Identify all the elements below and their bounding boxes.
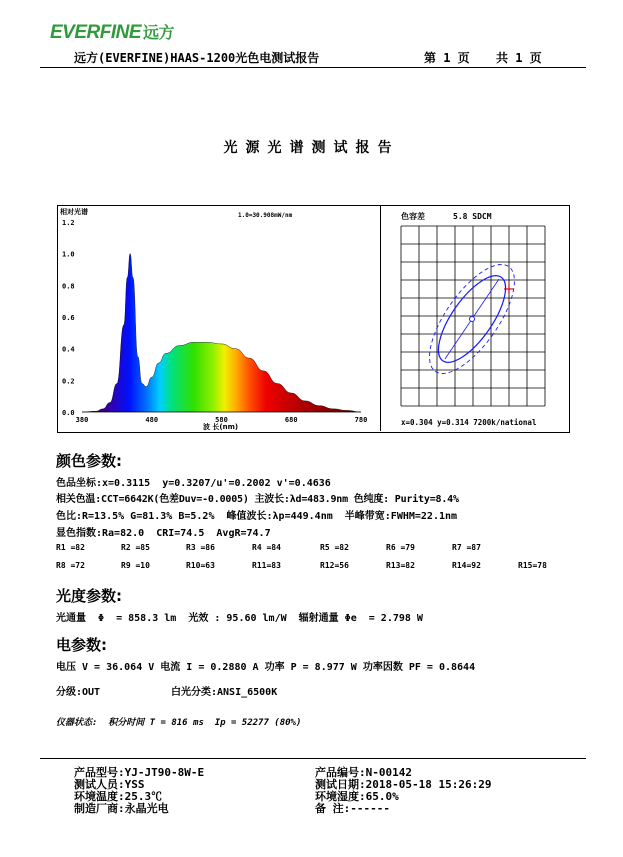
tolerance-label: 色容差 <box>401 212 425 221</box>
y-tick-label: 0.2 <box>62 377 75 386</box>
y-tick-label: 1.0 <box>62 250 75 259</box>
footer-right <box>315 767 491 815</box>
cct-line: 相关色温:CCT=6642K(色差Duv=-0.0005) 主波长:λd=483.9nm 色纯度: Purity=8.4% <box>56 494 459 505</box>
photometric-heading: 光度参数: <box>56 587 122 605</box>
r-value-8: R8 =72 <box>56 561 85 570</box>
color-coords-line: 色品坐标:x=0.3115 y=0.3207/u'=0.2002 v'=0.4636 <box>56 478 331 489</box>
y-tick-label: 0.0 <box>62 409 75 417</box>
tolerance-footer: x=0.304 y=0.314 7200k/national <box>401 418 537 427</box>
white-class-label: 白光分类:ANSI_6500K <box>171 687 278 698</box>
r-values-row-2 <box>56 561 576 573</box>
r-value-12: R12=56 <box>320 561 349 570</box>
y-tick-label: 1.2 <box>62 219 75 227</box>
electrical-line: 电压 V = 36.064 V 电流 I = 0.2880 A 功率 P = 8.977 W 功率因数 PF = 0.8644 <box>56 662 476 673</box>
tester: 测试人员:YSS <box>74 778 145 791</box>
y-tick-label: 0.8 <box>62 282 75 291</box>
r-values-row-1 <box>56 543 576 555</box>
y-tick-label: 0.4 <box>62 345 75 354</box>
footer-left <box>74 767 204 815</box>
electrical-heading: 电参数: <box>56 636 107 654</box>
r-value-9: R9 =10 <box>121 561 150 570</box>
r-value-6: R6 =79 <box>386 543 415 552</box>
r-value-3: R3 =86 <box>186 543 215 552</box>
cri-line: 显色指数:Ra=82.0 CRI=74.5 AvgR=74.7 <box>56 528 271 539</box>
ambient-temp: 环境温度:25.3℃ <box>74 790 163 803</box>
r-value-1: R1 =82 <box>56 543 85 552</box>
y-tick-label: 0.6 <box>62 314 75 322</box>
instrument-status: 仪器状态: 积分时间 T = 816 ms Ip = 52277 (80%) <box>56 718 302 728</box>
page-total: 共 1 页 <box>496 51 542 65</box>
remarks: 备 注:------ <box>315 802 390 815</box>
tolerance-grid <box>401 226 545 406</box>
ambient-humidity: 环境湿度:65.0% <box>315 790 399 803</box>
r-value-10: R10=63 <box>186 561 215 570</box>
r-value-13: R13=82 <box>386 561 415 570</box>
report-header-title: 远方(EVERFINE)HAAS-1200光色电测试报告 <box>74 51 320 65</box>
r-value-14: R14=92 <box>452 561 481 570</box>
product-number: 产品编号:N-00142 <box>315 766 412 779</box>
x-tick-label: 780 <box>354 416 368 424</box>
color-tolerance-chart <box>381 206 568 431</box>
grade-label: 分级:OUT <box>56 687 101 698</box>
logo-brand: EVERFINE <box>50 22 142 43</box>
photometric-line: 光通量 Φ = 858.3 lm 光效 : 95.60 lm/W 辐射通量 Φe = 2.798 W <box>56 613 423 624</box>
x-tick-label: 380 <box>75 416 89 424</box>
tolerance-center-point <box>470 317 475 322</box>
logo-chinese: 远方 <box>143 25 175 42</box>
spectrum-ylabel: 相对光谱 <box>60 208 88 216</box>
r-value-4: R4 =84 <box>252 543 281 552</box>
test-date: 测试日期:2018-05-18 15:26:29 <box>315 778 492 791</box>
x-tick-label: 580 <box>215 416 228 424</box>
spectrum-peak-note: 1.0=30.908mW/nm <box>238 212 293 219</box>
color-params-heading: 颜色参数: <box>56 452 122 470</box>
spectrum-chart <box>58 206 380 431</box>
tolerance-value: 5.8 SDCM <box>453 212 492 221</box>
r-value-5: R5 =82 <box>320 543 349 552</box>
header-rule <box>40 67 586 68</box>
page-title: 光源光谱测试报告 <box>223 140 400 156</box>
r-value-15: R15=78 <box>518 561 547 570</box>
page-number: 第 1 页 <box>424 51 470 65</box>
spectrum-y-tick-labels <box>62 219 75 417</box>
color-ratio-line: 色比:R=13.5% G=81.3% B=5.2% 峰值波长:λp=449.4nm 半峰带宽:FWHM=22.1nm <box>56 511 458 522</box>
r-value-11: R11=83 <box>252 561 281 570</box>
footer-rule <box>40 758 586 759</box>
x-tick-label: 680 <box>284 416 298 424</box>
x-tick-label: 480 <box>145 416 159 424</box>
company-logo <box>50 20 174 44</box>
r-value-2: R2 =85 <box>121 543 150 552</box>
spectrum-area <box>82 254 361 412</box>
spectrum-xlabel: 波 长(nm) <box>203 423 239 431</box>
product-model: 产品型号:YJ-JT90-8W-E <box>74 766 205 779</box>
r-value-7: R7 =87 <box>452 543 481 552</box>
manufacturer: 制造厂商:永晶光电 <box>74 802 169 815</box>
